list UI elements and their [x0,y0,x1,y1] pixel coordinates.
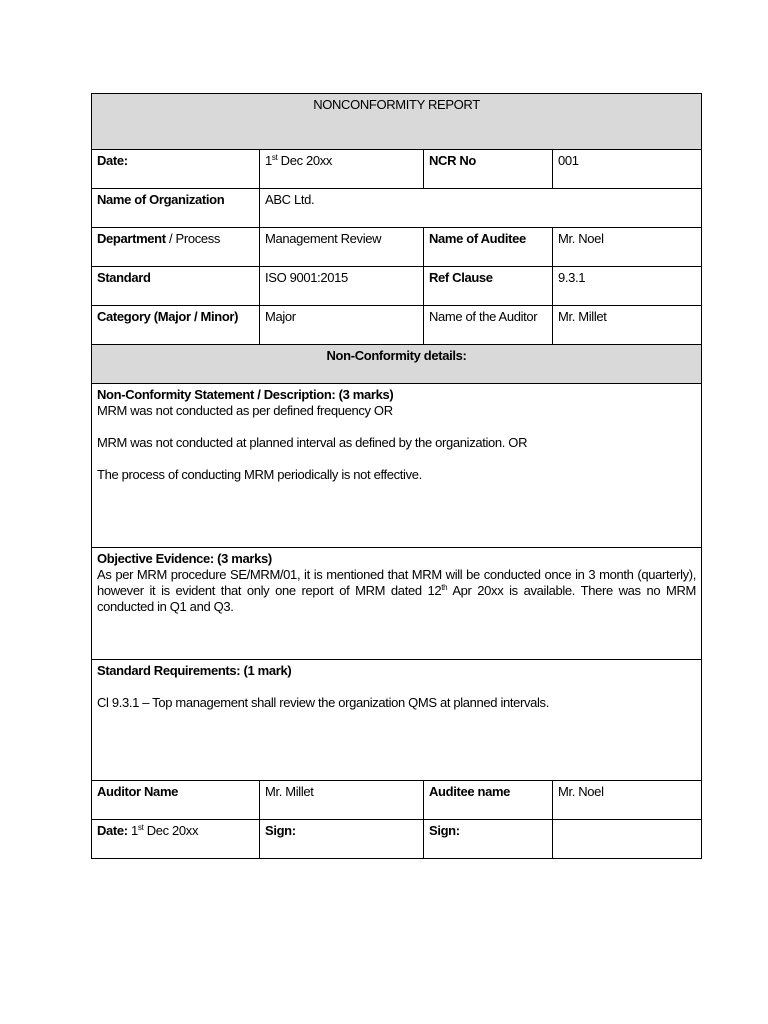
auditee-value: Mr. Noel [553,228,702,267]
evidence-text-a: As per MRM procedure SE/MRM/01, it is mentioned that MRM will be conducted once in 3 month (quarterly), however it is evident that only one report of MRM dated 12 [97,567,697,598]
date-label: Date: [92,150,260,189]
organization-value: ABC Ltd. [260,189,702,228]
evidence-heading: Objective Evidence: (3 marks) [97,551,272,566]
nc-details-heading: Non-Conformity details: [92,345,702,384]
evidence-text [97,567,696,615]
evidence-text-b: Apr 20xx is available. There was no MRM conducted in Q1 and Q3. [97,583,697,614]
evidence-sup: th [441,583,448,592]
signoff-date-day: 1 [127,823,138,838]
standard-value: ISO 9001:2015 [260,267,424,306]
nonconformity-report-table [91,93,702,859]
ref-clause-label: Ref Clause [424,267,553,306]
auditor-label: Name of the Auditor [424,306,553,345]
department-label [92,228,260,267]
requirements-block [92,660,702,781]
signoff-date [92,820,260,859]
ncr-no-label: NCR No [424,150,553,189]
ref-clause-value: 9.3.1 [553,267,702,306]
department-value: Management Review [260,228,424,267]
auditor-sign-field[interactable]: Sign: [260,820,424,859]
evidence-row [92,548,702,660]
sign-blank-cell[interactable] [553,820,702,859]
report-title-text: NONCONFORMITY REPORT [313,97,480,112]
category-label: Category (Major / Minor) [92,306,260,345]
signoff-date-label: Date: [97,823,128,838]
department-row [92,228,702,267]
statement-line-1: MRM was not conducted as per defined frequency OR [97,403,393,418]
date-rest: Dec 20xx [277,153,333,168]
signoff-date-sup: st [137,823,144,832]
statement-line-2: MRM was not conducted at planned interval as defined by the organization. OR [97,435,528,450]
auditor-signoff-row [92,781,702,820]
statement-block [92,384,702,548]
sign-row [92,820,702,859]
auditee-name-value: Mr. Noel [553,781,702,820]
title-row [92,94,702,150]
auditor-value: Mr. Millet [553,306,702,345]
requirements-text: Cl 9.3.1 – Top management shall review the organization QMS at planned intervals. [97,695,549,710]
date-value [260,150,424,189]
date-row [92,150,702,189]
auditee-name-label: Auditee name [424,781,553,820]
department-label-rest: / Process [165,231,221,246]
statement-heading: Non-Conformity Statement / Description: (3 marks) [97,387,394,402]
category-value: Major [260,306,424,345]
signoff-date-rest: Dec 20xx [143,823,199,838]
category-row [92,306,702,345]
standard-label: Standard [92,267,260,306]
organization-row [92,189,702,228]
auditee-label: Name of Auditee [424,228,553,267]
date-day: 1 [265,153,272,168]
statement-row [92,384,702,548]
evidence-block [92,548,702,660]
date-sup: st [271,153,278,162]
auditor-name-value: Mr. Millet [260,781,424,820]
auditee-sign-field[interactable]: Sign: [424,820,553,859]
auditor-name-label: Auditor Name [92,781,260,820]
statement-line-3: The process of conducting MRM periodically is not effective. [97,467,422,482]
department-label-bold: Department [97,231,166,246]
report-title [92,94,702,150]
ncr-no-value: 001 [553,150,702,189]
requirements-heading: Standard Requirements: (1 mark) [97,663,292,678]
nc-details-row [92,345,702,384]
organization-label: Name of Organization [92,189,260,228]
requirements-row [92,660,702,781]
standard-row [92,267,702,306]
